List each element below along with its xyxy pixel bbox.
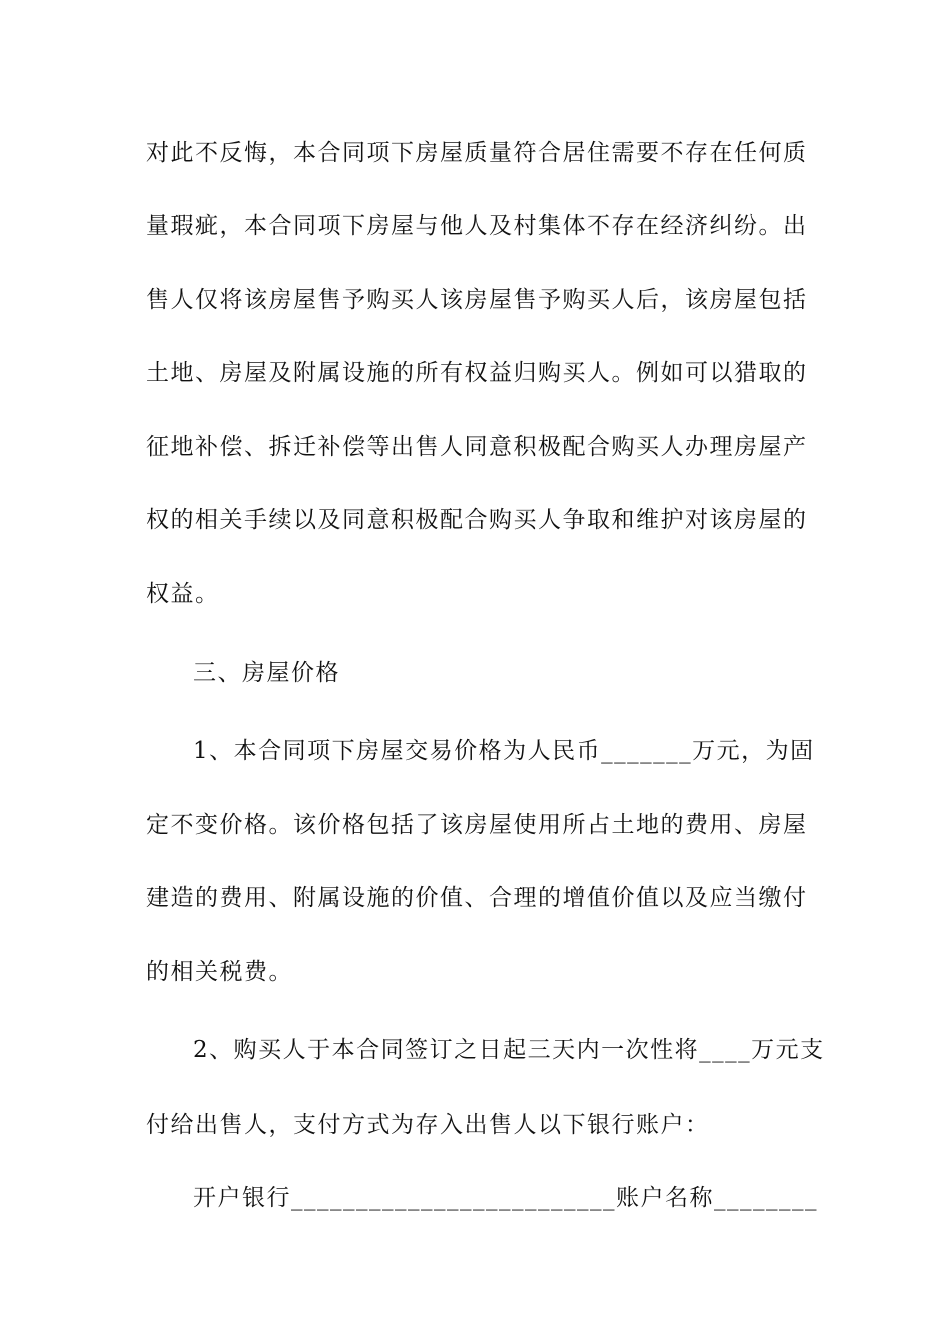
paragraph-line: 建造的费用、附属设施的价值、合理的增值价值以及应当缴付 xyxy=(146,885,808,911)
paragraph-line: 对此不反悔，本合同项下房屋质量符合居住需要不存在任何质 xyxy=(146,140,808,166)
paragraph-line: 定不变价格。该价格包括了该房屋使用所占土地的费用、房屋 xyxy=(146,812,808,838)
paragraph-line: 土地、房屋及附属设施的所有权益归购买人。例如可以猎取的 xyxy=(146,360,808,386)
paragraph-line: 权益。 xyxy=(146,581,220,607)
paragraph-line: 售人仅将该房屋售予购买人该房屋售予购买人后，该房屋包括 xyxy=(146,287,808,313)
paragraph-line: 量瑕疵，本合同项下房屋与他人及村集体不存在经济纠纷。出 xyxy=(146,213,808,239)
bank-account-line: 开户银行_________________________账户名称________ xyxy=(193,1185,818,1211)
paragraph-line: 2、购买人于本合同签订之日起三天内一次性将____万元支 xyxy=(193,1037,825,1063)
paragraph-line: 的相关税费。 xyxy=(146,959,293,985)
paragraph-line: 付给出售人，支付方式为存入出售人以下银行账户： xyxy=(146,1112,710,1138)
paragraph-line: 1、本合同项下房屋交易价格为人民币_______万元，为固 xyxy=(193,738,815,764)
paragraph-line: 征地补偿、拆迁补偿等出售人同意积极配合购买人办理房屋产 xyxy=(146,434,808,460)
section-heading: 三、房屋价格 xyxy=(193,660,340,686)
paragraph-line: 权的相关手续以及同意积极配合购买人争取和维护对该房屋的 xyxy=(146,507,808,533)
